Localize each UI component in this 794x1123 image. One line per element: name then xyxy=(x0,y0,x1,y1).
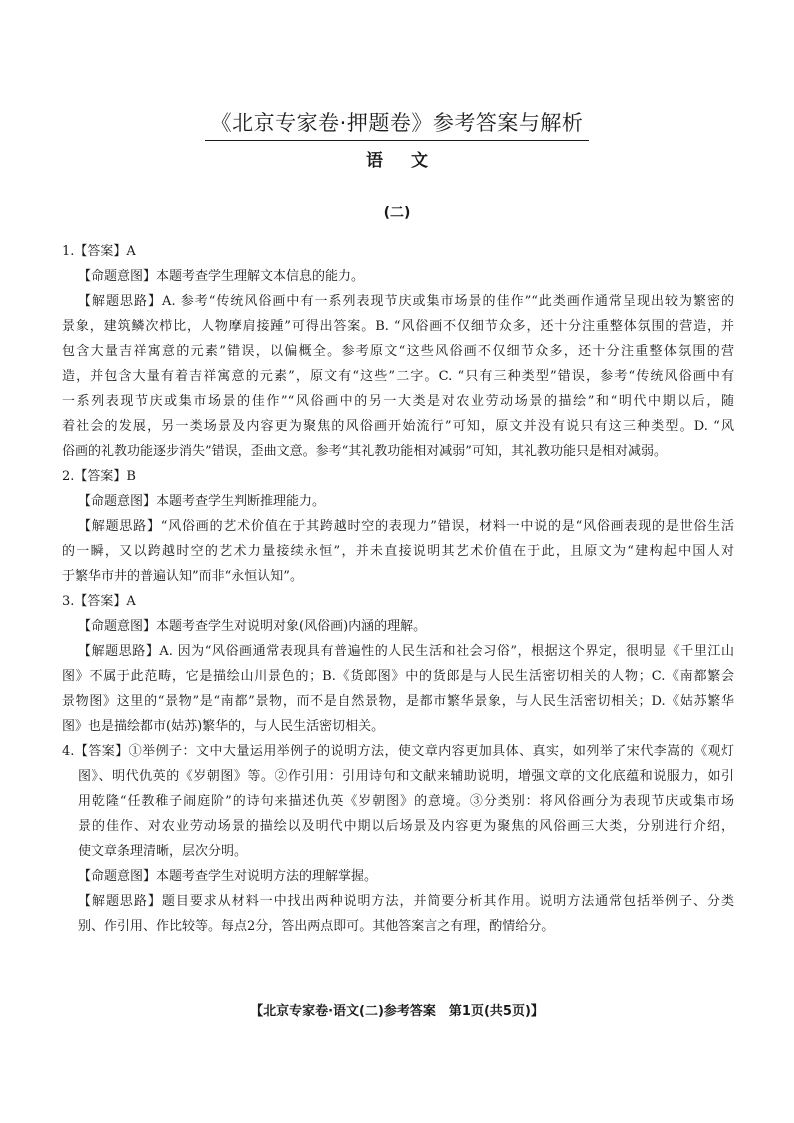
analysis-line: 造，并包含大量有着吉祥寓意的元素”，原文有“这些”二字。C. “只有三种类型”错误，参考“传统风俗画中有 xyxy=(62,369,734,384)
answer-line xyxy=(62,589,734,614)
analysis-line: 于繁华市井的普遍认知”而非“永恒认知”。 xyxy=(62,569,303,584)
analysis-line: 景物图》这里的“景物”是“南都”景物，而不是自然景物，是都市繁华景象，与人民生活密切相关；D.《姑苏繁华 xyxy=(62,694,734,709)
page-title: 《北京专家卷·押题卷》参考答案与解析 xyxy=(205,107,590,141)
analysis-line: 着社会的发展，另一类场景及内容更为聚焦的风俗画开始流行”可知，原文并没有说只有这三种类型。D. “风 xyxy=(62,419,734,434)
answer-text-line: 使文章条理清晰，层次分明。 xyxy=(78,844,248,859)
analysis-line: 的一瞬，又以跨越时空的艺术力量接续永恒”，并未直接说明其艺术价值在于此，且原文为“建构起中国人对 xyxy=(62,544,734,559)
answer-key: 【答案】A xyxy=(74,244,136,259)
answer-item-1 xyxy=(62,239,734,464)
answer-text-line: 用乾隆“任教稚子闹庭阶”的诗句来描述仇英《岁朝图》的意境。③分类别：将风俗画分为表现节庆或集市场 xyxy=(78,794,734,809)
page-footer: 【北京专家卷·语文(二)参考答案 第1页(共5页)】 xyxy=(250,1004,544,1019)
title-block xyxy=(0,107,794,141)
answer-key: 【答案】A xyxy=(74,594,136,609)
answer-item-2 xyxy=(62,464,734,589)
intent-line: 【命题意图】本题考查学生理解文本信息的能力。 xyxy=(78,269,365,284)
answer-line xyxy=(62,239,734,264)
answer-text-line: 图》、明代仇英的《岁朝图》等。②作引用：引用诗句和文献来辅助说明，增强文章的文化底蕴和说服力，如引 xyxy=(78,769,734,784)
item-number: 4. xyxy=(62,744,75,759)
analysis-line: 【解题思路】“风俗画的艺术价值在于其跨越时空的表现力”错误，材料一中说的是“风俗画表现的是世俗生活 xyxy=(78,519,734,534)
answer-key: 【答案】①举例子：文中大量运用举例子的说明方法，使文章内容更加具体、真实，如列举了宋代李嵩的《观灯 xyxy=(74,744,734,759)
answer-line xyxy=(62,464,734,489)
answer-content xyxy=(62,239,734,939)
intent-line: 【命题意图】本题考查学生判断推理能力。 xyxy=(78,494,326,509)
analysis-line: 【解题思路】A. 参考“传统风俗画中有一系列表现节庆或集市场景的佳作”“此类画作通常呈现出较为繁密的 xyxy=(78,294,734,309)
intent-line: 【命题意图】本题考查学生对说明方法的理解掌握。 xyxy=(78,869,378,884)
item-number: 2. xyxy=(62,469,75,484)
analysis-line: 俗画的礼教功能逐步消失”错误，歪曲文意。参考“其礼教功能相对减弱”可知，其礼教功能只是相对减弱。 xyxy=(62,444,667,459)
intent-line: 【命题意图】本题考查学生对说明对象(风俗画)内涵的理解。 xyxy=(78,619,427,634)
answer-text-line: 景的佳作、对农业劳动场景的描绘以及明代中期以后场景及内容更为聚焦的风俗画三大类，分别进行介绍， xyxy=(78,819,734,834)
analysis-line: 一系列表现节庆或集市场景的佳作”“风俗画中的另一大类是对农业劳动场景的描绘”和“明代中期以后，随 xyxy=(62,394,734,409)
analysis-line: 图》也是描绘都市(姑苏)繁华的，与人民生活密切相关。 xyxy=(62,719,385,734)
answer-item-4 xyxy=(62,739,734,939)
subject-title: 语文 xyxy=(366,151,456,171)
item-number: 1. xyxy=(62,244,75,259)
analysis-line: 【解题思路】题目要求从材料一中找出两种说明方法，并简要分析其作用。说明方法通常包括举例子、分类 xyxy=(78,894,734,909)
item-number: 3. xyxy=(62,594,75,609)
answer-line xyxy=(62,739,734,764)
analysis-line: 包含大量吉祥寓意的元素”错误，以偏概全。参考原文“这些风俗画不仅细节众多，还十分注重整体氛围的营 xyxy=(62,344,734,359)
analysis-line: 图》不属于此范畴，它是描绘山川景色的；B.《货郎图》中的货郎是与人民生活密切相关的人物；C.《南都繁会 xyxy=(62,669,734,684)
part-number: (二) xyxy=(383,205,411,221)
answer-item-3 xyxy=(62,589,734,739)
analysis-line: 别、作引用、作比较等。每点2分，答出两点即可。其他答案言之有理，酌情给分。 xyxy=(78,919,555,934)
analysis-line: 【解题思路】A. 因为“风俗画通常表现具有普遍性的人民生活和社会习俗”，根据这个界定，很明显《千里江山 xyxy=(78,644,734,659)
answer-key: 【答案】B xyxy=(74,469,136,484)
analysis-line: 景象，建筑鳞次栉比，人物摩肩接踵”可得出答案。B. “风俗画不仅细节众多，还十分注重整体氛围的营造，并 xyxy=(62,319,734,334)
